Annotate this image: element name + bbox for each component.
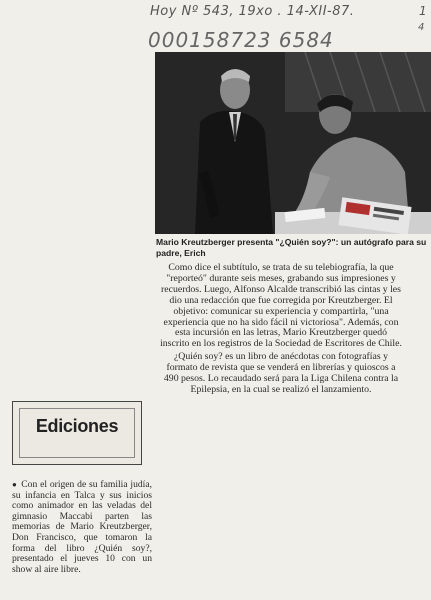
photo-caption: Mario Kreutzberger presenta "¿Quién soy?": un autógrafo para su padre, Erich (156, 237, 427, 258)
handwritten-page-sub: 4 (418, 22, 425, 33)
handwritten-archive-code: 000158723 6584 (148, 28, 334, 52)
handwritten-page-number: 1 (419, 4, 427, 18)
article-paragraph: Como dice el subtítulo, se trata de su telebiografía, la que "reporteó" durante seis meses, grabando sus impresiones y recuerdos. Luego, Alfonso Alcalde transcribió las cintas y les dio una redacción que fue corregida por Kreutzberger. El objetivo: comunicar su experiencia y compartirla, "una experiencia que no ha sido fácil ni victoriosa". Además, con esta incursión en las letras, Mario Kreutzberger quedó inscrito en los registros de la Sociedad de Escritores de Chile. (160, 262, 402, 350)
section-label-box (12, 401, 142, 465)
news-photo (155, 52, 431, 234)
article-lead: Con el origen de su familia judía, su infancia en Talca y sus inicios como animador en las veladas del gimnasio Maccabi parten las memorias de Mario Kreutzberger, Don Francisco, que tomaron la forma del libro ¿Quién soy?, presentado el jueves 10 con un show al aire libre. (12, 479, 152, 575)
article-left-column (12, 480, 152, 575)
handwritten-date-note: Hoy Nº 543, 19xo . 14-XII-87. (150, 4, 355, 19)
section-label: Ediciones (35, 416, 119, 436)
article-paragraph: ¿Quién soy? es un libro de anécdotas con fotografías y formato de revista que se venderá en librerías y quioscos a 490 pesos. Lo recaudado será para la Liga Chilena contra la Epilepsia, en la cual se realizó el lanzamiento. (163, 351, 399, 395)
bullet-icon: ● (12, 480, 18, 489)
article-right-column (160, 263, 402, 398)
